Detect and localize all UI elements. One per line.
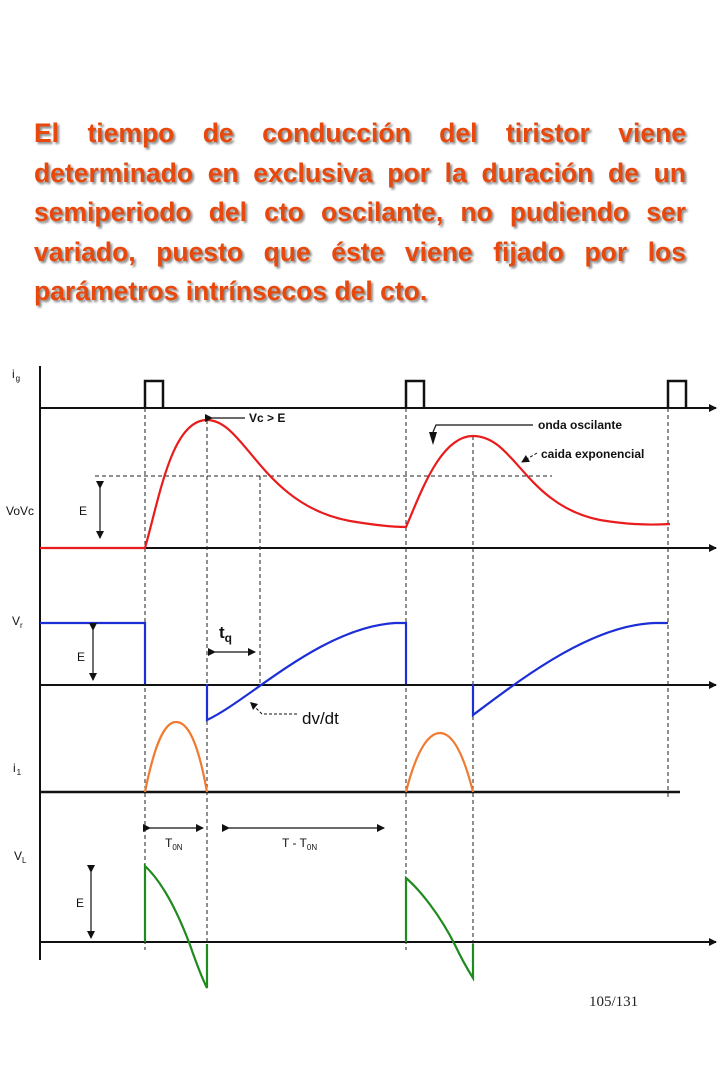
dvdt-pointer xyxy=(254,706,297,714)
slide-title: El tiempo de conducción del tiristor viene determinado en exclusiva por la duración de un semiperiodo del cto oscilante, no pudiendo ser variado, puesto que éste viene fijado por los parámetros intrínsecos del cto. xyxy=(34,118,686,306)
vovc-label: VoVc xyxy=(6,504,35,518)
vl-waveform xyxy=(145,866,473,988)
onda-oscilante-arrowhead xyxy=(429,432,437,445)
e-label-vr: E xyxy=(77,650,86,664)
gate-pulse-2 xyxy=(406,381,424,408)
vr-waveform xyxy=(40,623,668,720)
i1-pulse-2 xyxy=(406,733,473,792)
e-label-vc: E xyxy=(79,504,88,518)
page-number: 105/131 xyxy=(589,994,639,1010)
i1-label: $i_1$ xyxy=(13,761,22,777)
caida-exponencial-pointer xyxy=(522,453,537,462)
gate-pulse-1 xyxy=(145,381,163,408)
vl-label: $V_L$ xyxy=(14,849,27,865)
tq-label: $t_q$ xyxy=(219,623,233,645)
vc-waveform xyxy=(40,420,670,548)
vc-gt-e-label: Vc > E xyxy=(249,411,286,425)
vr-label: $V_r$ xyxy=(12,614,23,630)
ton-label: $T_{0N}$ xyxy=(165,836,183,852)
gate-pulse-3 xyxy=(668,381,686,408)
e-label-vl: E xyxy=(76,896,85,910)
dvdt-label: dv/dt xyxy=(302,709,339,728)
onda-oscilante-label: onda oscilante xyxy=(538,418,623,432)
t-minus-ton-label: T - $T_{0N}$ xyxy=(282,836,318,852)
caida-exponencial-label: caida exponencial xyxy=(541,447,645,461)
i1-pulse-1 xyxy=(145,722,207,792)
ig-label: $i_g$ xyxy=(12,367,21,383)
onda-oscilante-pointer xyxy=(433,425,533,432)
